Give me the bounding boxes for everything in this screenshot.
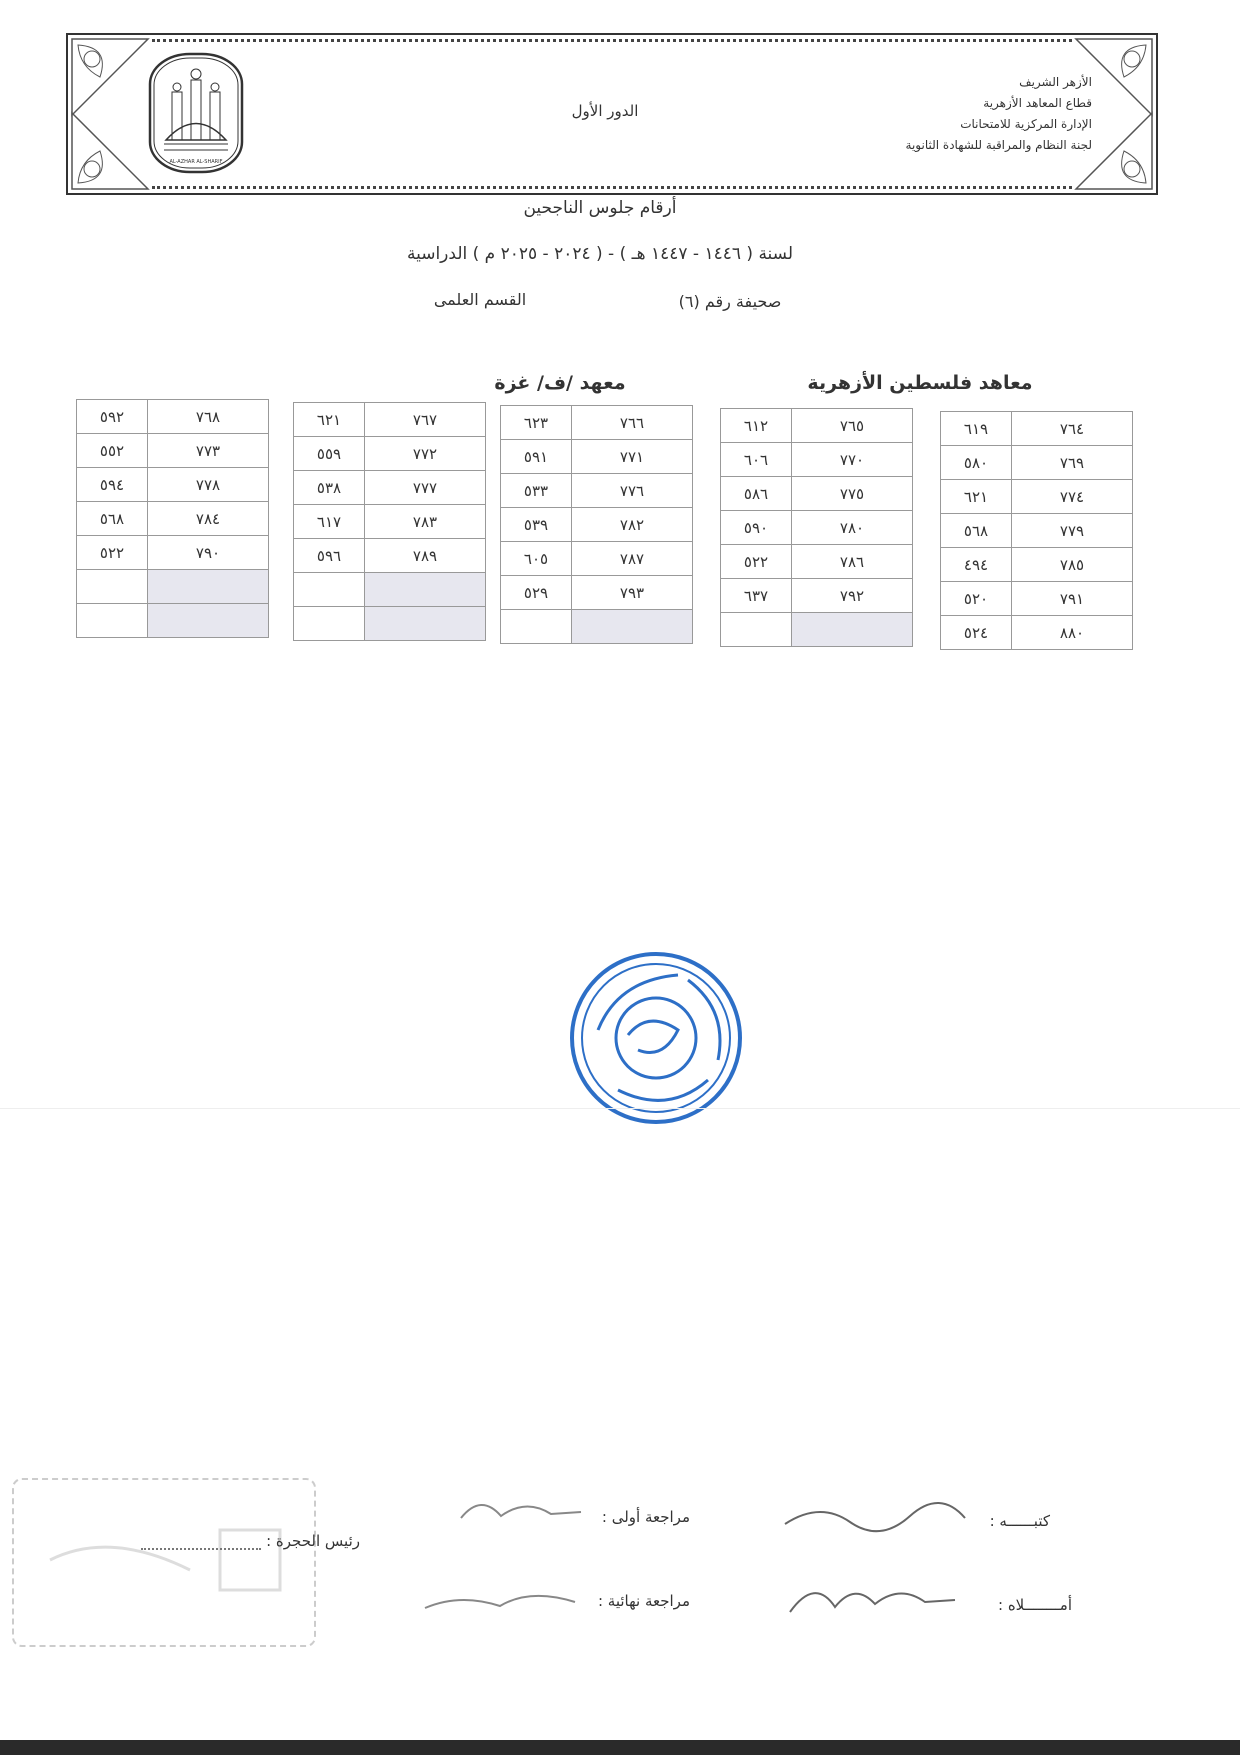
table-row (501, 508, 693, 542)
table-row (941, 514, 1133, 548)
table-row (501, 406, 693, 440)
written-by-label: كتبــــــه : (989, 1512, 1050, 1530)
table-row (501, 542, 693, 576)
seat-number-cell: ٧٩٠ (148, 536, 269, 570)
dictated-by (998, 1596, 1072, 1614)
table-row (294, 539, 486, 573)
seat-number-cell: ٧٨٦ (792, 545, 913, 579)
seat-number-cell: ٧٦٩ (1012, 446, 1133, 480)
secondary-number-cell: ٥٥٩ (294, 437, 365, 471)
table-row (77, 536, 269, 570)
empty-cell (501, 610, 572, 644)
table-row (77, 400, 269, 434)
seat-number-cell: ٧٧٨ (148, 468, 269, 502)
secondary-number-cell: ٥٩٤ (77, 468, 148, 502)
empty-cell (77, 604, 148, 638)
secondary-number-cell: ٤٩٤ (941, 548, 1012, 582)
scan-edge-bar (0, 1740, 1240, 1755)
seat-number-cell: ٧٦٦ (572, 406, 693, 440)
empty-shaded-cell (148, 570, 269, 604)
secondary-number-cell: ٦٢٣ (501, 406, 572, 440)
secondary-number-cell: ٥٢٢ (77, 536, 148, 570)
seat-table-4 (293, 402, 486, 641)
seat-number-cell: ٧٧٠ (792, 443, 913, 477)
seat-number-cell: ٧٧٤ (1012, 480, 1133, 514)
empty-table-row (501, 610, 693, 644)
empty-cell (77, 570, 148, 604)
main-title: أرقام جلوس الناجحين (523, 198, 677, 218)
seat-number-cell: ٧٧٦ (572, 474, 693, 508)
secondary-number-cell: ٥٩٠ (721, 511, 792, 545)
seat-number-cell: ٧٨٧ (572, 542, 693, 576)
org-line: لجنة النظام والمراقبة للشهادة الثانوية (905, 138, 1092, 152)
seat-table-5 (76, 399, 269, 638)
secondary-number-cell: ٥٢٩ (501, 576, 572, 610)
table-row (941, 616, 1133, 650)
empty-cell (721, 613, 792, 647)
table-row (294, 403, 486, 437)
seat-number-cell: ٧٦٧ (365, 403, 486, 437)
table-row (294, 505, 486, 539)
table-row (721, 511, 913, 545)
fold-line (0, 1108, 1240, 1109)
secondary-number-cell: ٥٨٦ (721, 477, 792, 511)
secondary-number-cell: ٦١٩ (941, 412, 1012, 446)
table-row (721, 545, 913, 579)
table-row (77, 434, 269, 468)
table-row (941, 582, 1133, 616)
room-head-signature-line (141, 1548, 261, 1550)
seat-number-cell: ٨٨٠ (1012, 616, 1133, 650)
seat-number-cell: ٧٨٠ (792, 511, 913, 545)
secondary-number-cell: ٦١٢ (721, 409, 792, 443)
secondary-number-cell: ٦٢١ (941, 480, 1012, 514)
seat-number-cell: ٧٧٥ (792, 477, 913, 511)
secondary-number-cell: ٥٢٢ (721, 545, 792, 579)
secondary-number-cell: ٥٩١ (501, 440, 572, 474)
seat-table-3 (500, 405, 693, 644)
secondary-number-cell: ٥٨٠ (941, 446, 1012, 480)
room-head (141, 1532, 360, 1550)
seat-number-cell: ٧٧٧ (365, 471, 486, 505)
signature-final-review-icon (420, 1578, 580, 1618)
secondary-number-cell: ٥٩٦ (294, 539, 365, 573)
signature-dictator-icon (785, 1572, 960, 1622)
table-row (501, 440, 693, 474)
seat-number-cell: ٧٨٣ (365, 505, 486, 539)
group-title-palestine: معاهد فلسطين الأزهرية (807, 372, 1033, 394)
year-title: لسنة ( ١٤٤٦ - ١٤٤٧ هـ ) - ( ٢٠٢٤ - ٢٠٢٥ م ) الدراسية (406, 244, 794, 264)
empty-shaded-cell (792, 613, 913, 647)
seat-number-cell: ٧٩٢ (792, 579, 913, 613)
table-row (501, 474, 693, 508)
empty-shaded-cell (365, 573, 486, 607)
organization-lines (906, 72, 1092, 156)
secondary-number-cell: ٦٠٦ (721, 443, 792, 477)
seat-number-cell: ٧٦٨ (148, 400, 269, 434)
seat-number-cell: ٧٨٢ (572, 508, 693, 542)
seat-number-cell: ٧٨٥ (1012, 548, 1133, 582)
secondary-number-cell: ٥٢٤ (941, 616, 1012, 650)
table-row (294, 437, 486, 471)
empty-shaded-cell (148, 604, 269, 638)
seat-number-cell: ٧٦٤ (1012, 412, 1133, 446)
empty-shaded-cell (572, 610, 693, 644)
first-review-label: مراجعة أولى : (601, 1508, 690, 1526)
table-row (501, 576, 693, 610)
signature-first-review-icon (456, 1488, 586, 1528)
secondary-number-cell: ٥٣٩ (501, 508, 572, 542)
seat-table-1 (940, 411, 1133, 650)
table-row (941, 480, 1133, 514)
room-head-label: رئيس الحجرة : (266, 1532, 360, 1550)
table-row (721, 477, 913, 511)
table-row (941, 412, 1133, 446)
empty-table-row (77, 570, 269, 604)
empty-table-row (721, 613, 913, 647)
first-review (602, 1508, 690, 1526)
secondary-number-cell: ٥٣٨ (294, 471, 365, 505)
empty-shaded-cell (365, 607, 486, 641)
secondary-number-cell: ٥٥٢ (77, 434, 148, 468)
org-line: الأزهر الشريف (1019, 75, 1092, 89)
empty-cell (294, 573, 365, 607)
seat-number-cell: ٧٦٥ (792, 409, 913, 443)
final-review (598, 1592, 690, 1610)
empty-table-row (294, 573, 486, 607)
signature-writer-icon (780, 1496, 970, 1536)
secondary-number-cell: ٥٩٢ (77, 400, 148, 434)
faint-stamp-marks-icon (30, 1500, 300, 1630)
empty-cell (294, 607, 365, 641)
seat-number-cell: ٧٧٢ (365, 437, 486, 471)
written-by (990, 1512, 1050, 1530)
table-row (721, 409, 913, 443)
org-line: الإدارة المركزية للامتحانات (960, 117, 1092, 131)
seat-number-cell: ٧٧٣ (148, 434, 269, 468)
final-review-label: مراجعة نهائية : (597, 1592, 690, 1610)
table-row (294, 471, 486, 505)
table-row (77, 502, 269, 536)
table-row (941, 446, 1133, 480)
secondary-number-cell: ٦١٧ (294, 505, 365, 539)
svg-text:AL-AZHAR AL-SHARIF: AL-AZHAR AL-SHARIF (169, 159, 223, 165)
seat-number-cell: ٧٧١ (572, 440, 693, 474)
dictated-by-label: أمــــــــلاه : (998, 1596, 1072, 1614)
seat-number-cell: ٧٧٩ (1012, 514, 1133, 548)
seat-number-cell: ٧٨٤ (148, 502, 269, 536)
secondary-number-cell: ٥٢٠ (941, 582, 1012, 616)
ornament-bottom-left-icon (70, 111, 150, 191)
page-number: صحيفة رقم (٦) (678, 292, 782, 311)
secondary-number-cell: ٥٦٨ (941, 514, 1012, 548)
table-row (941, 548, 1133, 582)
session-label: الدور الأول (571, 102, 639, 120)
table-row (721, 579, 913, 613)
seat-number-cell: ٧٩١ (1012, 582, 1133, 616)
table-row (721, 443, 913, 477)
al-azhar-logo-icon (146, 52, 246, 176)
dotted-border-bottom (152, 186, 1072, 189)
org-line: قطاع المعاهد الأزهرية (983, 96, 1092, 110)
empty-table-row (77, 604, 269, 638)
secondary-number-cell: ٦٠٥ (501, 542, 572, 576)
group-title-gaza: معهد /ف/ غزة (494, 372, 626, 394)
empty-table-row (294, 607, 486, 641)
dotted-border-top (152, 39, 1072, 42)
secondary-number-cell: ٦٢١ (294, 403, 365, 437)
seat-number-cell: ٧٩٣ (572, 576, 693, 610)
secondary-number-cell: ٦٣٧ (721, 579, 792, 613)
ornament-top-left-icon (70, 37, 150, 117)
seat-number-cell: ٧٨٩ (365, 539, 486, 573)
official-stamp-icon (568, 950, 744, 1126)
table-row (77, 468, 269, 502)
secondary-number-cell: ٥٦٨ (77, 502, 148, 536)
section-name: القسم العلمى (433, 290, 527, 309)
seat-table-2 (720, 408, 913, 647)
secondary-number-cell: ٥٣٣ (501, 474, 572, 508)
